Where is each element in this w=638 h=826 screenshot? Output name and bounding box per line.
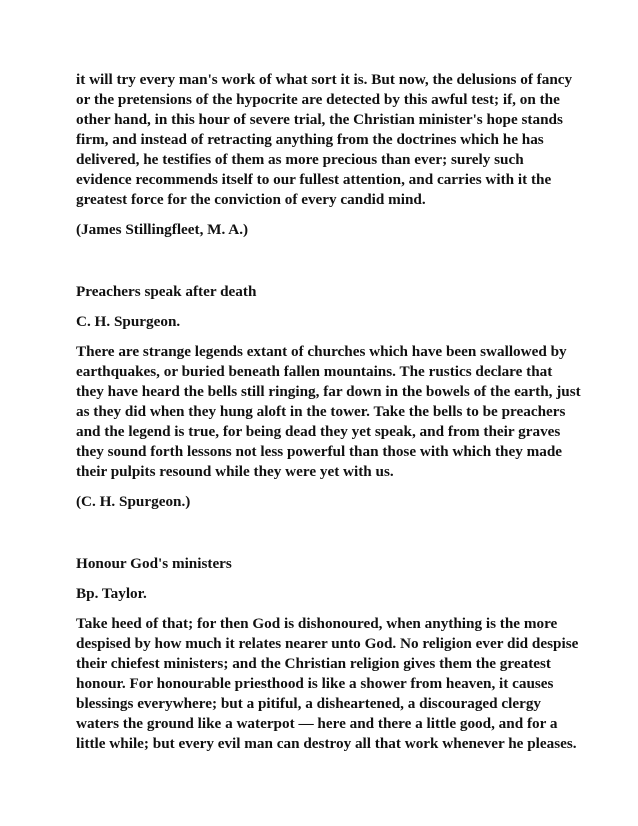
text-line: they sound forth lessons not less powerful than those with which they made	[76, 443, 563, 460]
section-heading: Honour God's ministers	[76, 555, 232, 572]
section-heading: Preachers speak after death	[76, 283, 257, 300]
text-line: firm, and instead of retracting anything from the doctrines which he has	[76, 131, 544, 148]
text-line: little while; but every evil man can destroy all that work whenever he pleases.	[76, 735, 577, 752]
text-line: blessings everywhere; but a pitiful, a disheartened, a discouraged clergy	[76, 695, 542, 712]
text-line: their chiefest ministers; and the Christian religion gives them the greatest	[76, 655, 551, 672]
text-line: their pulpits resound while they were yet with us.	[76, 463, 394, 480]
text-line: waters the ground like a waterpot — here and there a little good, and for a	[76, 715, 558, 732]
text-line: as they did when they hung aloft in the tower. Take the bells to be preachers	[76, 403, 566, 420]
text-line: it will try every man's work of what sort it is. But now, the delusions of fancy	[76, 71, 573, 88]
body-paragraph	[76, 70, 576, 210]
text-line: There are strange legends extant of churches which have been swallowed by	[76, 343, 567, 360]
text-line: other hand, in this hour of severe trial, the Christian minister's hope stands	[76, 111, 563, 128]
document-page	[76, 70, 581, 754]
text-line: or the pretensions of the hypocrite are detected by this awful test; if, on the	[76, 91, 560, 108]
text-line: despised by how much it relates nearer unto God. No religion ever did despise	[76, 635, 579, 652]
citation: (C. H. Spurgeon.)	[76, 493, 191, 510]
text-line: honour. For honourable priesthood is like a shower from heaven, it causes	[76, 675, 554, 692]
text-line: evidence recommends itself to our fullest attention, and carries with it the	[76, 171, 552, 188]
text-line: and the legend is true, for being dead they yet speak, and from their graves	[76, 423, 561, 440]
text-line: Take heed of that; for then God is dishonoured, when anything is the more	[76, 615, 558, 632]
author-line: C. H. Spurgeon.	[76, 313, 181, 330]
text-line: delivered, he testifies of them as more precious than ever; surely such	[76, 151, 524, 168]
text-line: earthquakes, or buried beneath fallen mountains. The rustics declare that	[76, 363, 553, 380]
text-line: greatest force for the conviction of every candid mind.	[76, 191, 426, 208]
body-paragraph	[76, 342, 581, 482]
text-line: they have heard the bells still ringing, far down in the bowels of the earth, just	[76, 383, 581, 400]
citation: (James Stillingfleet, M. A.)	[76, 221, 249, 238]
author-line: Bp. Taylor.	[76, 585, 147, 602]
body-paragraph	[76, 614, 579, 754]
